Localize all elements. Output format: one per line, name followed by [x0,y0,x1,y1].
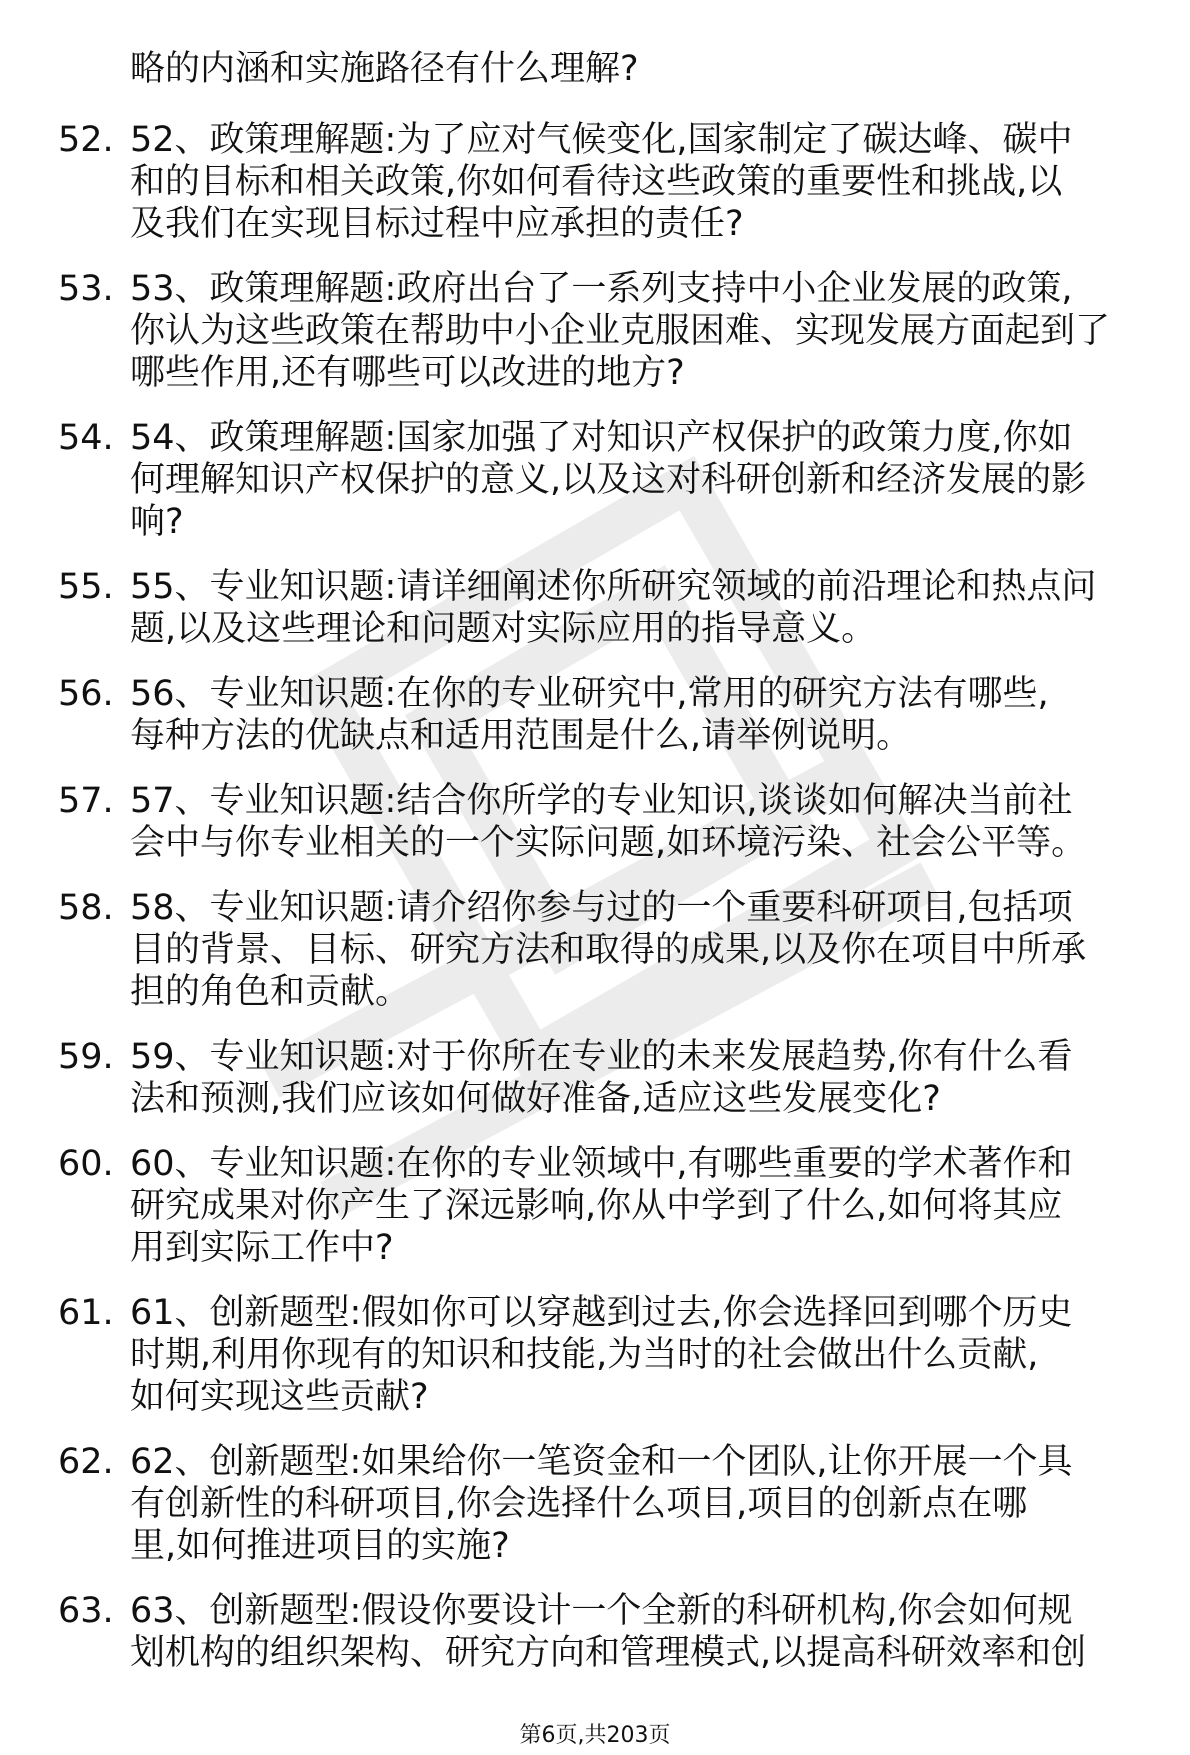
page-footer: 第6页,共203页 [519,1723,671,1748]
question-text-line: 法和预测,我们应该如何做好准备,适应这些发展变化? [130,1079,941,1119]
question-text-line: 55、专业知识题:请详细阐述你所研究领域的前沿理论和热点问 [130,567,1097,607]
list-item [0,887,1190,1013]
question-text-line: 会中与你专业相关的一个实际问题,如环境污染、社会公平等。 [130,823,1087,863]
list-number: 58. [58,888,114,928]
question-text-line: 58、专业知识题:请介绍你参与过的一个重要科研项目,包括项 [130,888,1073,928]
list-number: 59. [58,1037,114,1077]
question-text-line: 53、政策理解题:政府出台了一系列支持中小企业发展的政策, [130,269,1073,309]
list-number: 56. [58,674,114,714]
list-number: 62. [58,1442,114,1482]
question-text-line: 担的角色和贡献。 [130,972,411,1012]
list-number: 54. [58,418,114,458]
list-item [0,1036,1190,1120]
question-text [130,780,1150,864]
question-text-line: 题,以及这些理论和问题对实际应用的指导意义。 [130,609,877,649]
question-text-line: 响? [130,502,184,542]
question-text [130,673,1150,757]
question-text [130,887,1150,1013]
list-number: 52. [58,120,114,160]
question-text-line: 63、创新题型:假设你要设计一个全新的科研机构,你会如何规 [130,1591,1073,1631]
question-text-line: 59、专业知识题:对于你所在专业的未来发展趋势,你有什么看 [130,1037,1073,1077]
question-text [130,119,1150,245]
question-text-line: 52、政策理解题:为了应对气候变化,国家制定了碳达峰、碳中 [130,120,1073,160]
question-text [130,1292,1150,1418]
question-text-line: 目的背景、目标、研究方法和取得的成果,以及你在项目中所承 [130,930,1087,970]
question-text-line: 54、政策理解题:国家加强了对知识产权保护的政策力度,你如 [130,418,1073,458]
list-number: 63. [58,1591,114,1631]
continuation-text: 略的内涵和实施路径有什么理解? [130,49,639,89]
list-item [0,1590,1190,1674]
list-item [0,268,1190,394]
question-text [130,268,1150,394]
question-text-line: 有创新性的科研项目,你会选择什么项目,项目的创新点在哪 [130,1484,1028,1524]
question-text-line: 时期,利用你现有的知识和技能,为当时的社会做出什么贡献, [130,1335,1039,1375]
question-text-line: 研究成果对你产生了深远影响,你从中学到了什么,如何将其应 [130,1186,1063,1226]
question-text-line: 及我们在实现目标过程中应承担的责任? [130,204,744,244]
question-list [0,119,1190,1674]
list-item [0,1143,1190,1269]
question-text [130,566,1150,650]
question-text-line: 和的目标和相关政策,你如何看待这些政策的重要性和挑战,以 [130,162,1063,202]
question-text-line: 用到实际工作中? [130,1228,394,1268]
list-number: 61. [58,1293,114,1333]
question-text-line: 56、专业知识题:在你的专业研究中,常用的研究方法有哪些, [130,674,1049,714]
question-text [130,1590,1150,1674]
list-item [0,566,1190,650]
list-item [0,673,1190,757]
question-text-line: 62、创新题型:如果给你一笔资金和一个团队,让你开展一个具 [130,1442,1073,1482]
list-item [0,780,1190,864]
question-text-line: 61、创新题型:假如你可以穿越到过去,你会选择回到哪个历史 [130,1293,1073,1333]
list-item [0,119,1190,245]
question-text [130,1441,1150,1567]
question-text-line: 你认为这些政策在帮助中小企业克服困难、实现发展方面起到了 [130,311,1111,351]
question-content [0,48,1190,1697]
question-text-line: 57、专业知识题:结合你所学的专业知识,谈谈如何解决当前社 [130,781,1073,821]
question-text [130,1143,1150,1269]
list-number: 53. [58,269,114,309]
question-text-line: 里,如何推进项目的实施? [130,1526,510,1566]
question-text-line: 划机构的组织架构、研究方向和管理模式,以提高科研效率和创 [130,1633,1087,1673]
question-text-line: 60、专业知识题:在你的专业领域中,有哪些重要的学术著作和 [130,1144,1073,1184]
question-text-line: 如何实现这些贡献? [130,1377,429,1417]
question-text-line: 每种方法的优缺点和适用范围是什么,请举例说明。 [130,716,912,756]
question-text-line: 何理解知识产权保护的意义,以及这对科研创新和经济发展的影 [130,460,1087,500]
question-text-line: 哪些作用,还有哪些可以改进的地方? [130,353,685,393]
list-number: 55. [58,567,114,607]
question-text [130,1036,1150,1120]
list-number: 60. [58,1144,114,1184]
list-item [0,1441,1190,1567]
list-item [0,1292,1190,1418]
list-item [0,417,1190,543]
question-text [130,417,1150,543]
list-number: 57. [58,781,114,821]
